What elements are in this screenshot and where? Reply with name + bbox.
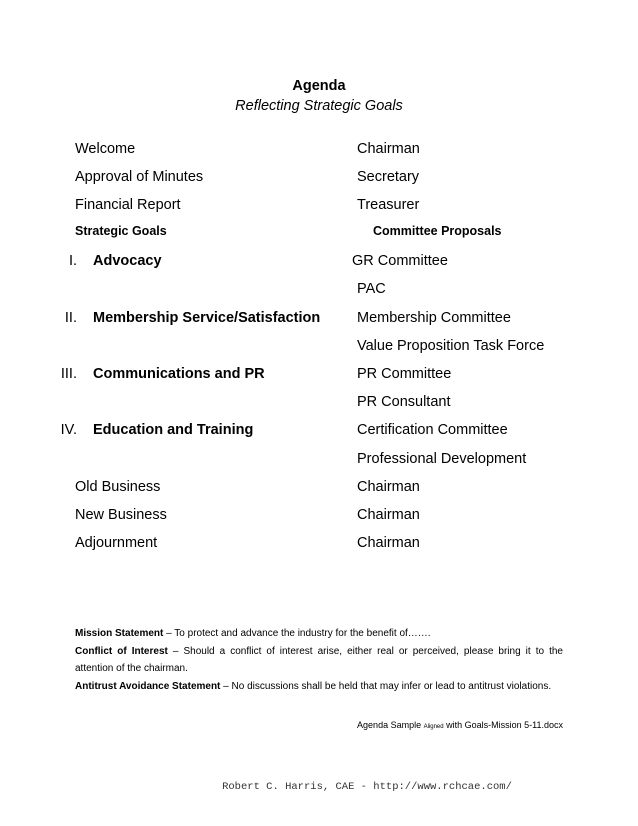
committee: Value Proposition Task Force [357,338,545,354]
conflict-statement [75,643,563,678]
agenda-owner: Secretary [357,169,420,185]
agenda-subtitle: Reflecting Strategic Goals [235,98,403,114]
agenda-owner: Chairman [357,479,420,495]
agenda-item: Approval of Minutes [75,169,204,185]
agenda-item: New Business [75,507,167,523]
conflict-text: – Should a conflict of interest arise, either real or perceived, please bring it to the attention of the chairman. [75,645,563,674]
agenda-owner: Chairman [357,141,420,157]
goal-name: Communications and PR [93,366,265,382]
agenda-title: Agenda [292,78,346,94]
committee: Membership Committee [357,310,511,326]
mission-label: Mission Statement [75,628,164,639]
strategic-goals-heading: Strategic Goals [75,224,167,238]
goal-name: Advocacy [93,253,162,269]
conflict-label: Conflict of Interest [75,645,168,657]
committee: PR Consultant [357,394,451,410]
document-reference [357,720,563,730]
goal-name: Education and Training [93,422,254,438]
antitrust-statement [75,678,563,696]
mission-statement [75,625,563,643]
agenda-item: Financial Report [75,197,181,213]
agenda-item: Welcome [75,141,136,157]
antitrust-text: – No discussions shall be held that may infer or lead to antitrust violations. [220,680,552,692]
docref-part1: Agenda Sample [357,720,424,730]
goal-name: Membership Service/Satisfaction [93,310,321,326]
committee: GR Committee [352,253,448,269]
docref-part2: Aligned [423,724,444,730]
mission-text: – To protect and advance the industry for the benefit of……. [163,628,431,639]
statements-block [75,625,563,695]
agenda-owner: Chairman [357,507,420,523]
committee: Professional Development [357,451,527,467]
goal-numeral: IV. [60,422,77,438]
agenda-owner: Chairman [357,535,420,551]
committee: PR Committee [357,366,452,382]
docref-part3: with Goals-Mission 5-11.docx [443,720,563,730]
committee: Certification Committee [357,422,508,438]
committee: PAC [357,281,386,297]
goal-numeral: II. [64,310,77,326]
page-footer: Robert C. Harris, CAE - http://www.rchcae.com/ [222,781,512,793]
goal-numeral: I. [68,253,77,269]
agenda-item: Old Business [75,479,161,495]
antitrust-label: Antitrust Avoidance Statement [75,680,221,692]
goal-numeral: III. [60,366,77,382]
agenda-item: Adjournment [75,535,158,551]
committee-proposals-heading: Committee Proposals [373,224,502,238]
agenda-owner: Treasurer [357,197,420,213]
